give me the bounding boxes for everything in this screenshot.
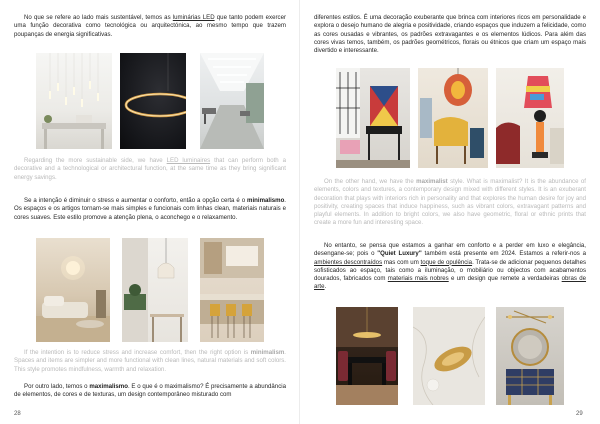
yellow-armchair-illustration <box>418 68 488 168</box>
luxury-photo-gold-sculpture <box>413 307 485 405</box>
minimalism-term-en: minimalism <box>250 349 285 356</box>
corridor-illustration <box>200 53 264 149</box>
luxury-photo-round-mirror <box>496 307 564 405</box>
quiet-luxury-term: "Quiet Luxury" <box>377 250 422 258</box>
maximal-photo-colorful-lamp <box>496 68 564 168</box>
paragraph-maximalism-continued-pt: diferentes estilos. É uma decoração exuberante que brinca com interiores ricos em personalidade e explora o desejo humano de alegria e positividade, criando espaços que induzem a felicidade, como as cores ousadas e vibrantes, os padrões extravagantes e os elementos lúdicos. Para além das cores vivas temos, também, os padrões geométricos, florais ou étnicos que criam um espaço mais divertido e interessante. <box>314 14 586 55</box>
page-number-right: 29 <box>576 411 583 417</box>
paragraph-minimalism-en: If the intention is to reduce stress and increase comfort, then the right option is minimalism. Spaces and items are simpler and more functional with clean lines, natural materials and soft colors. This style promotes mindfulness, warmth and relaxation. <box>14 349 286 373</box>
maximal-photo-patterned-chairs <box>336 68 410 168</box>
led-photo-ring-pendant <box>120 53 186 149</box>
minimal-photo-living-room <box>36 238 110 342</box>
dining-room-illustration <box>336 307 398 405</box>
right-page <box>300 0 600 424</box>
round-mirror-illustration <box>496 307 564 405</box>
colorful-lamp-illustration <box>496 68 564 168</box>
luxury-photo-dining-room <box>336 307 398 405</box>
pendant-lights-illustration <box>36 53 112 149</box>
minimalismo-term: minimalismo <box>247 197 285 204</box>
ring-light-illustration <box>120 53 186 149</box>
relaxed-environments-link[interactable]: ambientes descontraídos <box>314 258 383 266</box>
paragraph-led-en: Regarding the more sustainable side, we have LED luminaires that can perform both a decorative and a technological or architectural function, at the same time as they bring significant energy savings. <box>14 157 287 181</box>
minimal-photo-kitchen <box>200 238 264 342</box>
led-luminaires-link-en[interactable]: LED luminaires <box>166 157 211 164</box>
maximalist-term-en: maximalist <box>416 178 448 185</box>
kitchen-illustration <box>200 238 264 342</box>
led-photo-white-interior <box>36 53 112 149</box>
led-photo-office-corridor <box>200 53 264 149</box>
led-luminaires-link-pt[interactable]: luminárias LED <box>172 14 215 21</box>
pendant-desk-illustration <box>122 238 188 342</box>
sofa-illustration <box>36 238 110 342</box>
noble-materials-link[interactable]: materiais mais nobres <box>387 275 449 283</box>
paragraph-minimalism-pt: Se a intenção é diminuir o stress e aumentar o conforto, então a opção certa é o minimalismo. Os espaços e os artigos tornam-se mais simples e funcionais com linhas clean, materiais naturais e cores suaves. Este estilo promove a atenção plena, o aconchego e o relaxamento. <box>14 197 286 221</box>
patterned-chairs-illustration <box>336 68 410 168</box>
touch-of-opulence-link[interactable]: toque de opulência <box>420 258 473 266</box>
works-of-art-link[interactable]: obras de arte <box>314 275 587 291</box>
gold-sculpture-illustration <box>413 307 485 405</box>
paragraph-maximalism-pt: Por outro lado, temos o maximalismo. E o que é o maximalismo? É precisamente a abundância de elementos, de cores e de texturas, um design contemporâneo misturado com <box>14 383 286 399</box>
paragraph-maximalism-en: On the other hand, we have the maximalist style. What is maximalist? It is the abundance of elements, colors and textures, a contemporary design mixed with different styles. It is an exuberant decoration that plays with interiors rich in personality and that explores the human desire for joy and positivity, creating spaces that induce happiness, such as vibrant colors, extravagant patterns and playful elements. In addition to bright colors, we also have geometric, floral or ethnic prints that create a more fun and interesting space. <box>314 178 586 227</box>
paragraph-quiet-luxury-pt: No entanto, se pensa que estamos a ganhar em conforto e a perder em luxo e elegância, desengane-se; pois o "Quiet Luxury" também está presente em 2024. Estamos a referir-nos a ambientes descontraídos mas com um toque de opulência. Trata-se de adicionar pequenos detalhes sofisticados ao espaço, tais como a iluminação, o mobiliário ou objectos com acabamentos dourados, fabricados com materiais mais nobres e um design que remete a verdadeiras obras de arte. <box>314 242 587 291</box>
maximal-photo-yellow-armchair <box>418 68 488 168</box>
page-number-left: 28 <box>14 411 21 417</box>
maximalismo-term: maximalismo <box>89 383 128 390</box>
paragraph-led-pt: No que se refere ao lado mais sustentável, temos as luminárias LED que tanto podem exercer uma função decorativa como tecnológica ou arquitectónica, ao mesmo tempo que trazem poupanças de energia significativas. <box>14 14 286 38</box>
minimal-photo-pendant-desk <box>122 238 188 342</box>
